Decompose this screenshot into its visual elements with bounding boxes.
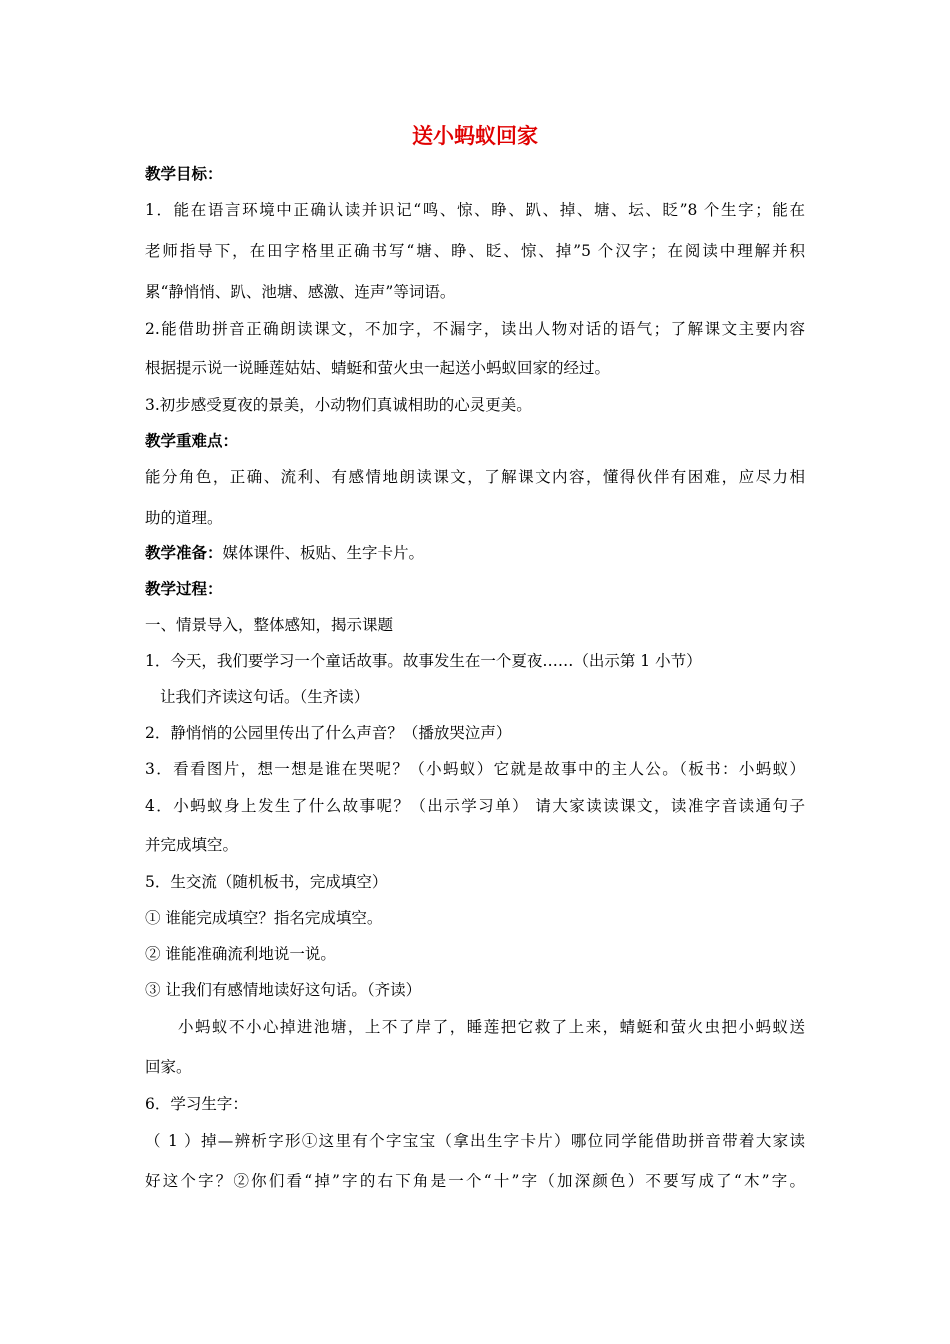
circled-item-2: ② 谁能准确流利地说一说。 [145,945,336,963]
goal-2-line-2: 根据提示说一说睡莲姑姑、蜻蜓和萤火虫一起送小蚂蚁回家的经过。 [145,359,611,377]
document-title: 送小蚂蚁回家 [412,124,538,148]
heading-key-points: 教学重难点： [145,432,239,450]
key-points-line-2: 助的道理。 [145,509,223,527]
process-section-1: 一、情景导入，整体感知，揭示课题 [145,616,394,634]
key-points-line-1: 能分角色，正确、流利、有感情地朗读课文，了解课文内容，懂得伙伴有困难，应尽力相 [145,468,805,486]
process-step-5: 5．生交流（随机板书，完成填空） [145,873,388,891]
process-step-4-line-2: 并完成填空。 [145,836,239,854]
heading-goals: 教学目标： [145,165,223,183]
goal-1-line-2: 老师指导下，在田字格里正确书写“塘、睁、眨、惊、掉”5 个汉字；在阅读中理解并积 [145,242,805,260]
process-step-3: 3．看看图片，想一想是谁在哭呢？（小蚂蚁）它就是故事中的主人公。（板书：小蚂蚁） [145,760,805,778]
heading-process: 教学过程： [145,580,223,598]
circled-item-1: ① 谁能完成填空？指名完成填空。 [145,909,383,927]
process-step-4-line-1: 4．小蚂蚁身上发生了什么故事呢？（出示学习单） 请大家读读课文，读准字音读通句子 [145,797,805,815]
heading-preparation: 教学准备： [145,544,223,562]
preparation-line [145,542,424,564]
process-step-1-sub: 让我们齐读这句话。（生齐读） [160,688,370,706]
goal-3: 3.初步感受夏夜的景美，小动物们真诚相助的心灵更美。 [145,396,532,414]
goal-1-line-1: 1．能在语言环境中正确认读并识记“鸣、惊、睁、趴、掉、塘、坛、眨”8 个生字；能在 [145,201,805,219]
process-step-1: 1．今天，我们要学习一个童话故事。故事发生在一个夏夜……（出示第 1 小节） [145,652,702,670]
preparation-text: 媒体课件、板贴、生字卡片。 [222,544,425,562]
character-study-line-2: 好这个字？②你们看“掉”字的右下角是一个“十”字（加深颜色）不要写成了“木”字。 [145,1172,805,1190]
summary-sentence-line-2: 回家。 [145,1058,192,1076]
process-step-6: 6．学习生字： [145,1095,248,1113]
circled-item-3: ③ 让我们有感情地读好这句话。（齐读） [145,981,422,999]
process-step-2: 2．静悄悄的公园里传出了什么声音？（播放哭泣声） [145,724,512,742]
character-study-line-1: （ 1 ）掉—辨析字形①这里有个字宝宝（拿出生字卡片）哪位同学能借助拼音带着大家读 [145,1132,805,1150]
goal-1-line-3: 累“静悄悄、趴、池塘、感激、连声”等词语。 [145,283,456,301]
goal-2-line-1: 2.能借助拼音正确朗读课文，不加字，不漏字，读出人物对话的语气；了解课文主要内容 [145,320,805,338]
summary-sentence-line-1: 小蚂蚁不小心掉进池塘，上不了岸了，睡莲把它救了上来，蜻蜓和萤火虫把小蚂蚁送 [178,1018,805,1036]
